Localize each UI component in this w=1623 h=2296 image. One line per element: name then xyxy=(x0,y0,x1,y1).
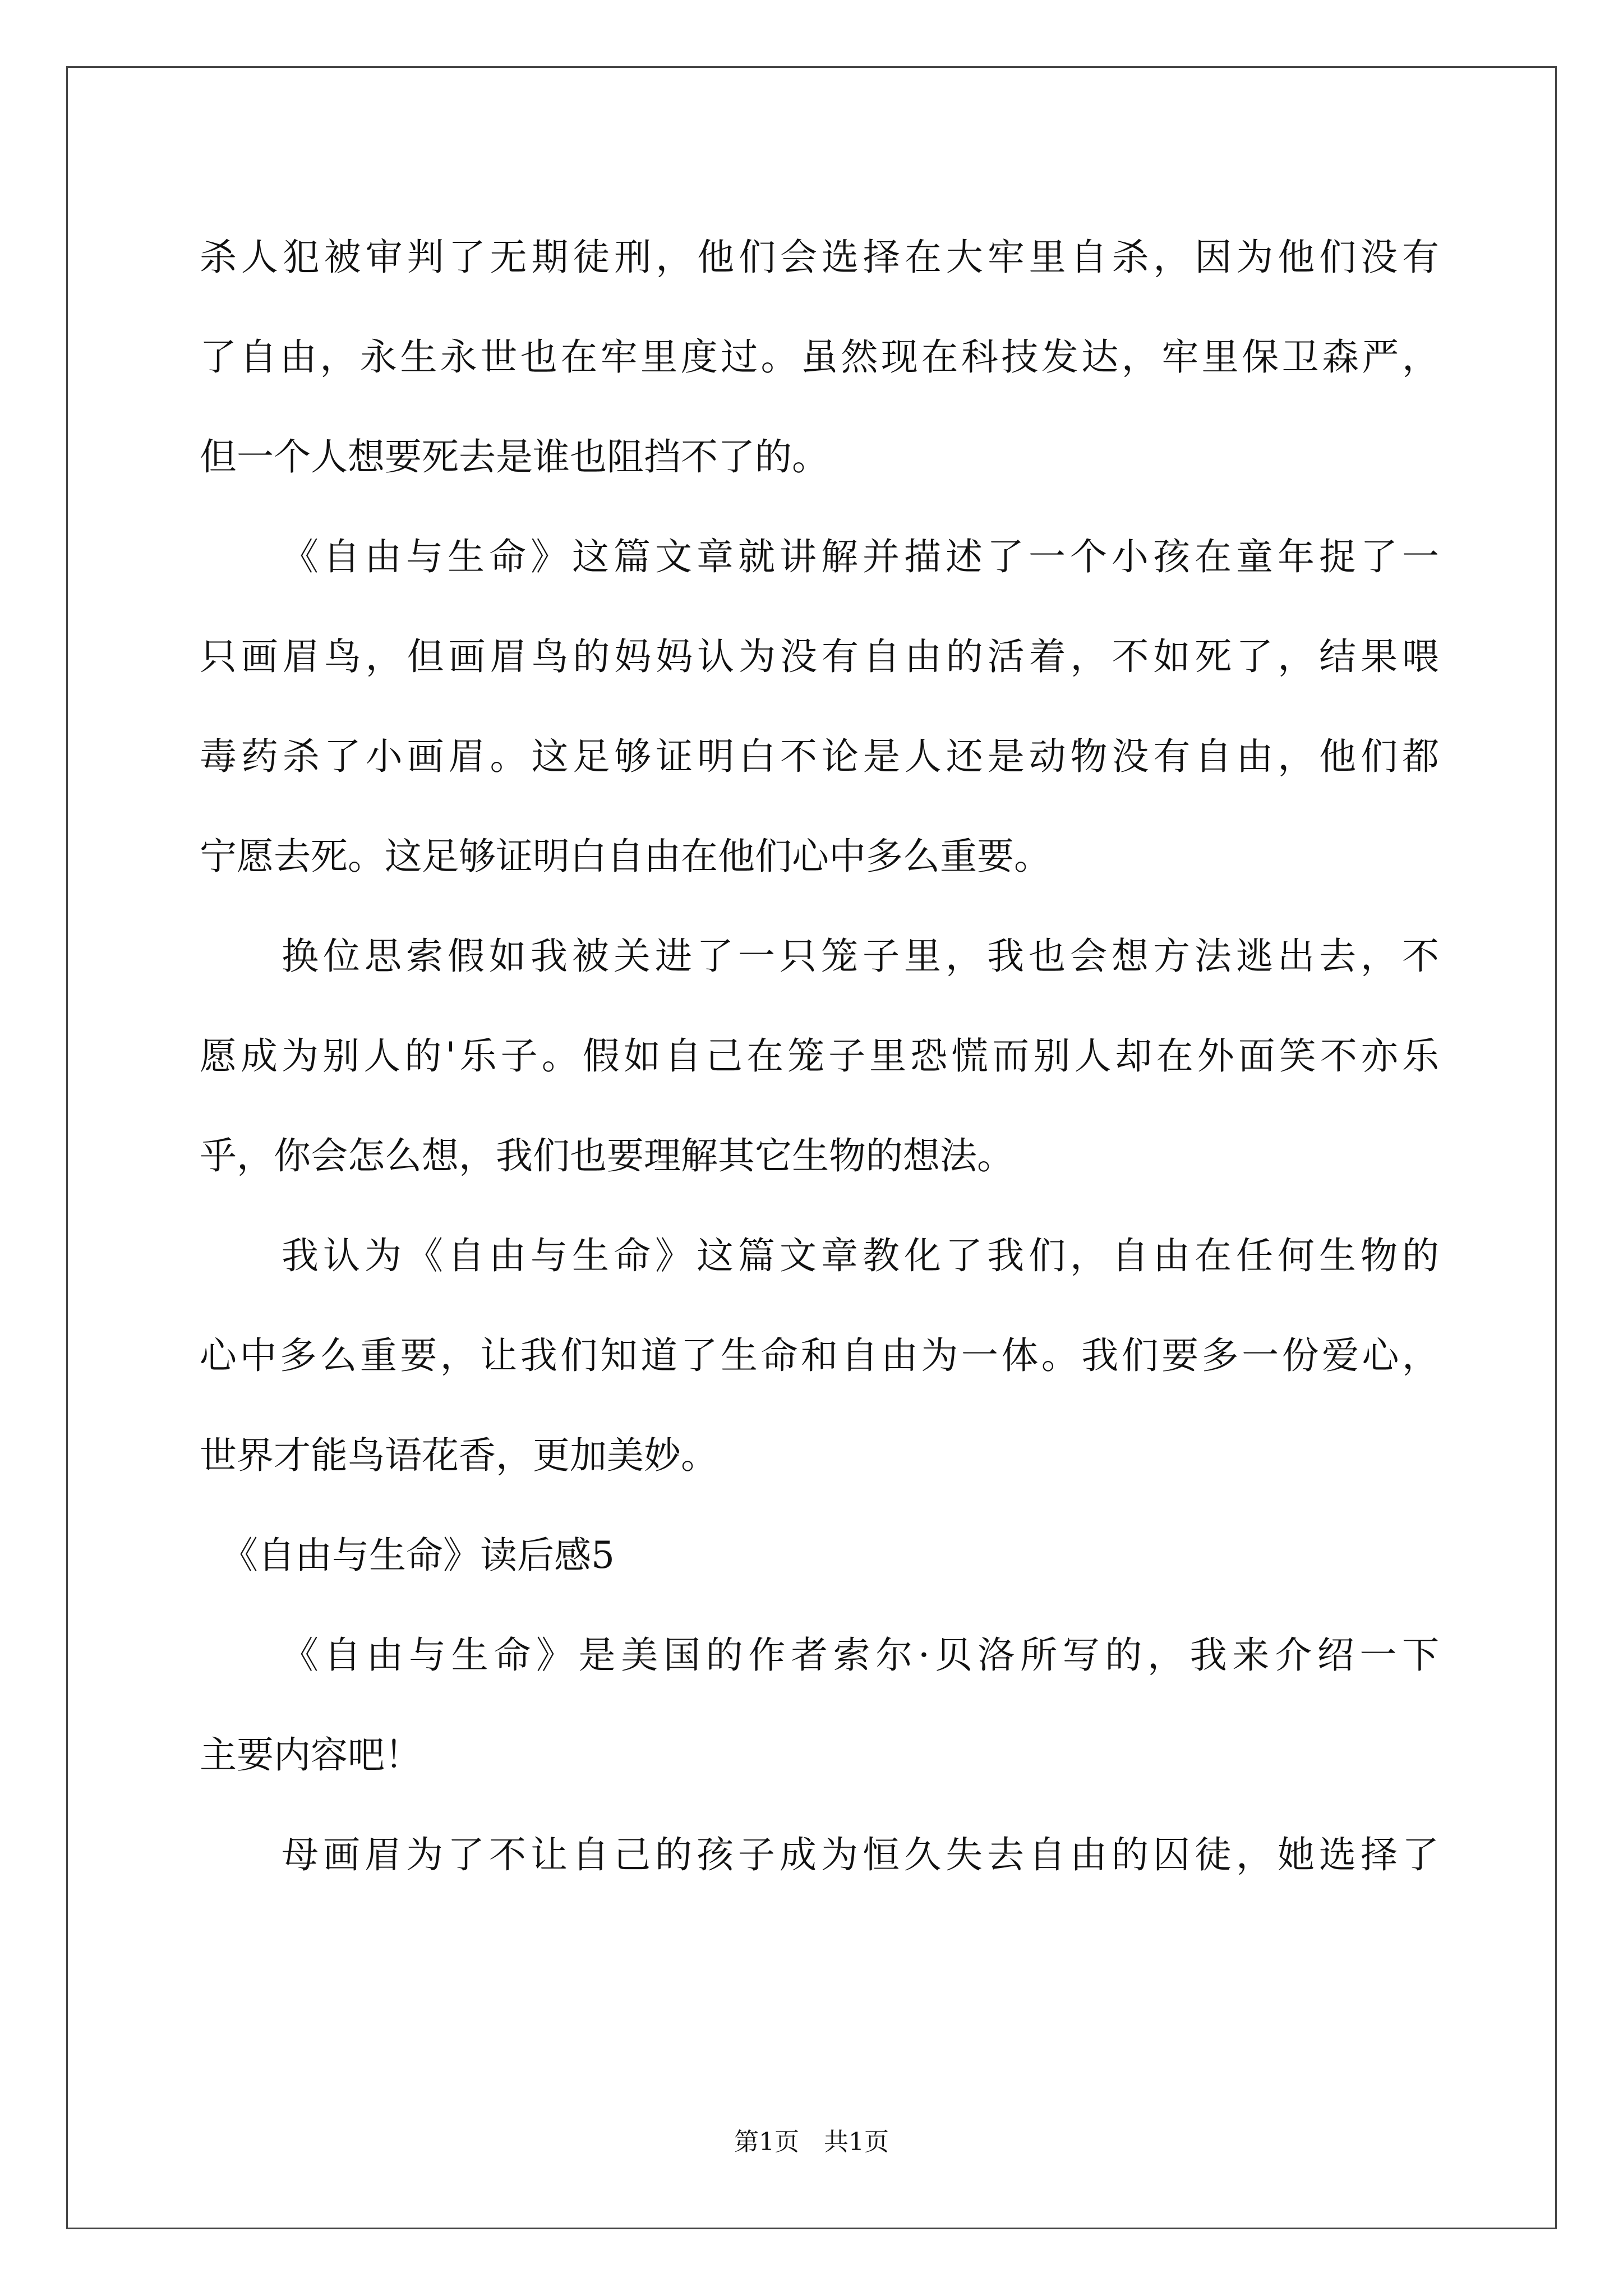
text-line: 心中多么重要，让我们知道了生命和自由为一体。我们要多一份爱心， xyxy=(200,1334,1439,1377)
document-body xyxy=(200,208,1439,1905)
text-line: 换位思索假如我被关进了一只笼子里，我也会想方法逃出去，不 xyxy=(282,935,1439,978)
text-line: 杀人犯被审判了无期徒刑，他们会选择在大牢里自杀，因为他们没有 xyxy=(200,236,1439,279)
text-line: 母画眉为了不让自己的孩子成为恒久失去自由的囚徒，她选择了 xyxy=(282,1833,1439,1876)
text-line: 了自由，永生永世也在牢里度过。虽然现在科技发达，牢里保卫森严， xyxy=(200,335,1439,379)
text-line: 宁愿去死。这足够证明白自由在他们心中多么重要。 xyxy=(200,835,1051,878)
text-line: 毒药杀了小画眉。这足够证明白不论是人还是动物没有自由，他们都 xyxy=(200,735,1439,778)
text-line: 乎，你会怎么想，我们也要理解其它生物的想法。 xyxy=(200,1134,1014,1177)
text-line: 世界才能鸟语花香，更加美妙。 xyxy=(200,1434,718,1477)
text-line: 《自由与生命》这篇文章就讲解并描述了一个小孩在童年捉了一 xyxy=(282,535,1439,578)
text-line: 但一个人想要死去是谁也阻挡不了的。 xyxy=(200,435,829,478)
text-line: 我认为《自由与生命》这篇文章教化了我们，自由在任何生物的 xyxy=(282,1234,1439,1277)
text-line: 主要内容吧！ xyxy=(200,1733,422,1777)
page-footer: 第1页 共1页 xyxy=(734,2128,889,2156)
section-heading: 《自由与生命》读后感5 xyxy=(221,1534,615,1577)
text-line: 愿成为别人的'乐子。假如自己在笼子里恐慌而别人却在外面笑不亦乐 xyxy=(200,1034,1439,1078)
text-line: 《自由与生命》是美国的作者索尔·贝洛所写的，我来介绍一下 xyxy=(282,1634,1439,1677)
text-line: 只画眉鸟，但画眉鸟的妈妈认为没有自由的活着，不如死了，结果喂 xyxy=(200,635,1439,678)
